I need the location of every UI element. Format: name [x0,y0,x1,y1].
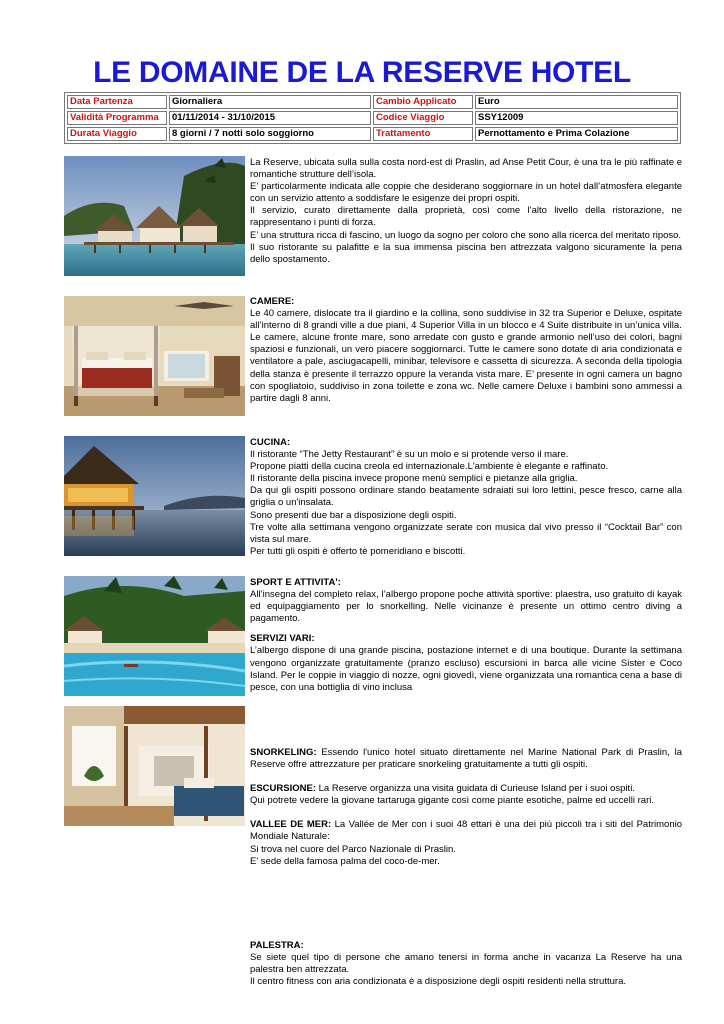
section-text: Si trova nel cuore del Parco Nazionale di Praslin. [250,843,456,855]
section-heading: SNORKELING: [250,747,317,758]
section-text: Qui potrete vedere la giovane tartaruga gigante così come piante esotiche, palme ed uccelli rari. [250,795,654,807]
trip-info-table [64,92,681,144]
section-paragraph: Propone piatti della cucina creola ed internazionale.L'ambiente è elegante e raffinato. [250,461,609,473]
hotel-overwater-villas-photo [64,156,245,276]
intro-paragraph: Il suo ristorante su palafitte e la sua immensa piscina ben attrezzata valgono sicuramente la pena dello spostamento. [250,241,682,265]
section-paragraph: L’albergo dispone di una grande piscina, postazione internet e di una boutique. Durante la settimana vengono organizzate gratuitamente (pranzo escluso) escursioni in barca alle vicine Sister e Coco Island. Per le coppie in viaggio di nozze, ogni giovedì, viene organizzata una romantica cena a base di pesce, con una bottiglia di vino inclusa [250,645,682,693]
board-label: Trattamento [373,127,473,141]
section-heading: SERVIZI VARI: [250,633,315,645]
palestra-section [250,940,682,988]
table-row [67,95,678,109]
section-text: Essendo l'unico hotel situato direttamente nel Marine National Park di Praslin, la Reserve offre attrezzature per praticare snorkeling gratuitamente a tutti gli ospiti. [250,747,682,771]
section-paragraph: Da qui gli ospiti possono ordinare stando beatamente sdraiati sui loro lettini, pesce fresco, carne alla griglia o un'insalata. [250,485,682,509]
board-value: Pernottamento e Prima Colazione [475,127,678,141]
section-paragraph: Il centro fitness con aria condizionata è a disposizione degli ospiti residenti nella struttura. [250,976,626,988]
trip-code-value: SSY12009 [475,111,678,125]
intro-paragraph: La Reserve, ubicata sulla sulla costa nord-est di Praslin, ad Anse Petit Cour, è una tra le più raffinate e romantiche strutture dell’isola. [250,157,682,181]
villa-room-photo [64,706,245,826]
section-paragraph: Tre volte alla settimana vengono organizzate serate con musica dal vivo presso il “Cocktail Bar” con vista sul mare. [250,521,682,545]
vallee-paragraph [250,819,682,843]
departure-value: Giornaliera [169,95,371,109]
section-paragraph: Il ristorante della piscina invece propone menù semplici e pietanze alla griglia. [250,473,578,485]
trip-code-label: Codice Viaggio [373,111,473,125]
validity-label: Validità Programma [67,111,167,125]
pool-palms-photo [64,576,245,696]
exchange-value: Euro [475,95,678,109]
table-row [67,127,678,141]
intro-paragraph: E’ particolarmente indicata alle coppie che desiderano soggiornare in un hotel dall’atmosfera elegante con un servizio attento a soddisfare le esigenze dei propri ospiti. [250,181,682,205]
cucina-section [250,437,682,558]
camere-section [250,296,682,405]
section-paragraph: Se siete quel tipo di persone che amano tenersi in forma anche in vacanza La Reserve ha una palestra ben attrezzata. [250,952,682,976]
jetty-restaurant-sunset-photo [64,436,245,556]
section-paragraph: Il ristorante “The Jetty Restaurant” è su un molo e si protende verso il mare. [250,449,569,461]
section-paragraph: Sono presenti due bar a disposizione degli ospiti. [250,509,457,521]
section-text: La Vallée de Mer con i suoi 48 ettari è una dei più piccoli tra i siti del Patrimonio Mondiale Naturale: [250,819,682,843]
duration-value: 8 giorni / 7 notti solo soggiorno [169,127,371,141]
section-heading: ESCURSIONE: [250,783,316,795]
escursione-paragraph [250,783,682,795]
snorkeling-section [250,747,682,868]
bedroom-canopy-bed-photo [64,296,245,416]
exchange-label: Cambio Applicato [373,95,473,109]
page-title: LE DOMAINE DE LA RESERVE HOTEL [93,56,631,89]
section-paragraph: Le 40 camere, dislocate tra il giardino e la collina, sono suddivise in 32 tra Superior e Deluxe, ospitate all’interno di 8 grandi ville a due piani, 4 Superior Villa in un blocco e 4 Suite distribuite in un’unica villa. [250,308,682,332]
intro-paragraph: Il servizio, curato direttamente dalla proprietà, così come l’alto livello della ristorazione, ne rappresentano i punti di forza. [250,205,682,229]
section-heading: VALLEE DE MER: [250,819,332,831]
departure-label: Data Partenza [67,95,167,109]
table-row [67,111,678,125]
sport-servizi-section [250,577,682,694]
section-heading: CUCINA: [250,437,291,448]
section-heading: PALESTRA: [250,940,304,951]
section-paragraph: Le camere, alcune fronte mare, sono arredate con gusto e grande armonio nell’uso dei colori, bagni spaziosi e funzionali, un vero piacere soggiornarci. Tutte le camere sono dotate di aria condizionata e ventilatore a pale, asciugacapelli, minibar, televisore e cassetta di sicurezza. A seconda della tipologia della stanza è presente il terrazzo oppure la veranda vista mare. E’ presente in ogni camera un bagno con spogliatoio, suddiviso in zona toilette e zona wc. Nelle camere Deluxe i bambini sono ammessi a partire dagli 8 anni. [250,332,682,404]
validity-value: 01/11/2014 - 31/10/2015 [169,111,371,125]
intro-paragraph: E’ una struttura ricca di fascino, un luogo da sogno per coloro che sono alla ricerca del meritato riposo. [250,229,682,241]
section-text: La Reserve organizza una visita guidata di Curieuse Island per i suoi ospiti. [315,783,635,795]
section-paragraph: All’insegna del completo relax, l’albergo propone poche attività sportive: plaestra, uso gratuito di kayak ed equipaggiamento per lo snorkelling. Nelle vicinanze è presente un ottimo centro diving a pagamento. [250,589,682,625]
section-heading: SPORT E ATTIVITA': [250,577,341,588]
snorkeling-paragraph [250,747,682,771]
duration-label: Durata Viaggio [67,127,167,141]
section-heading: CAMERE: [250,296,295,307]
intro-text [250,157,682,266]
section-paragraph: Per tutti gli ospiti è offerto tè pomeridiano e biscotti. [250,545,466,557]
section-text: E' sede della famosa palma del coco-de-mer. [250,855,440,867]
